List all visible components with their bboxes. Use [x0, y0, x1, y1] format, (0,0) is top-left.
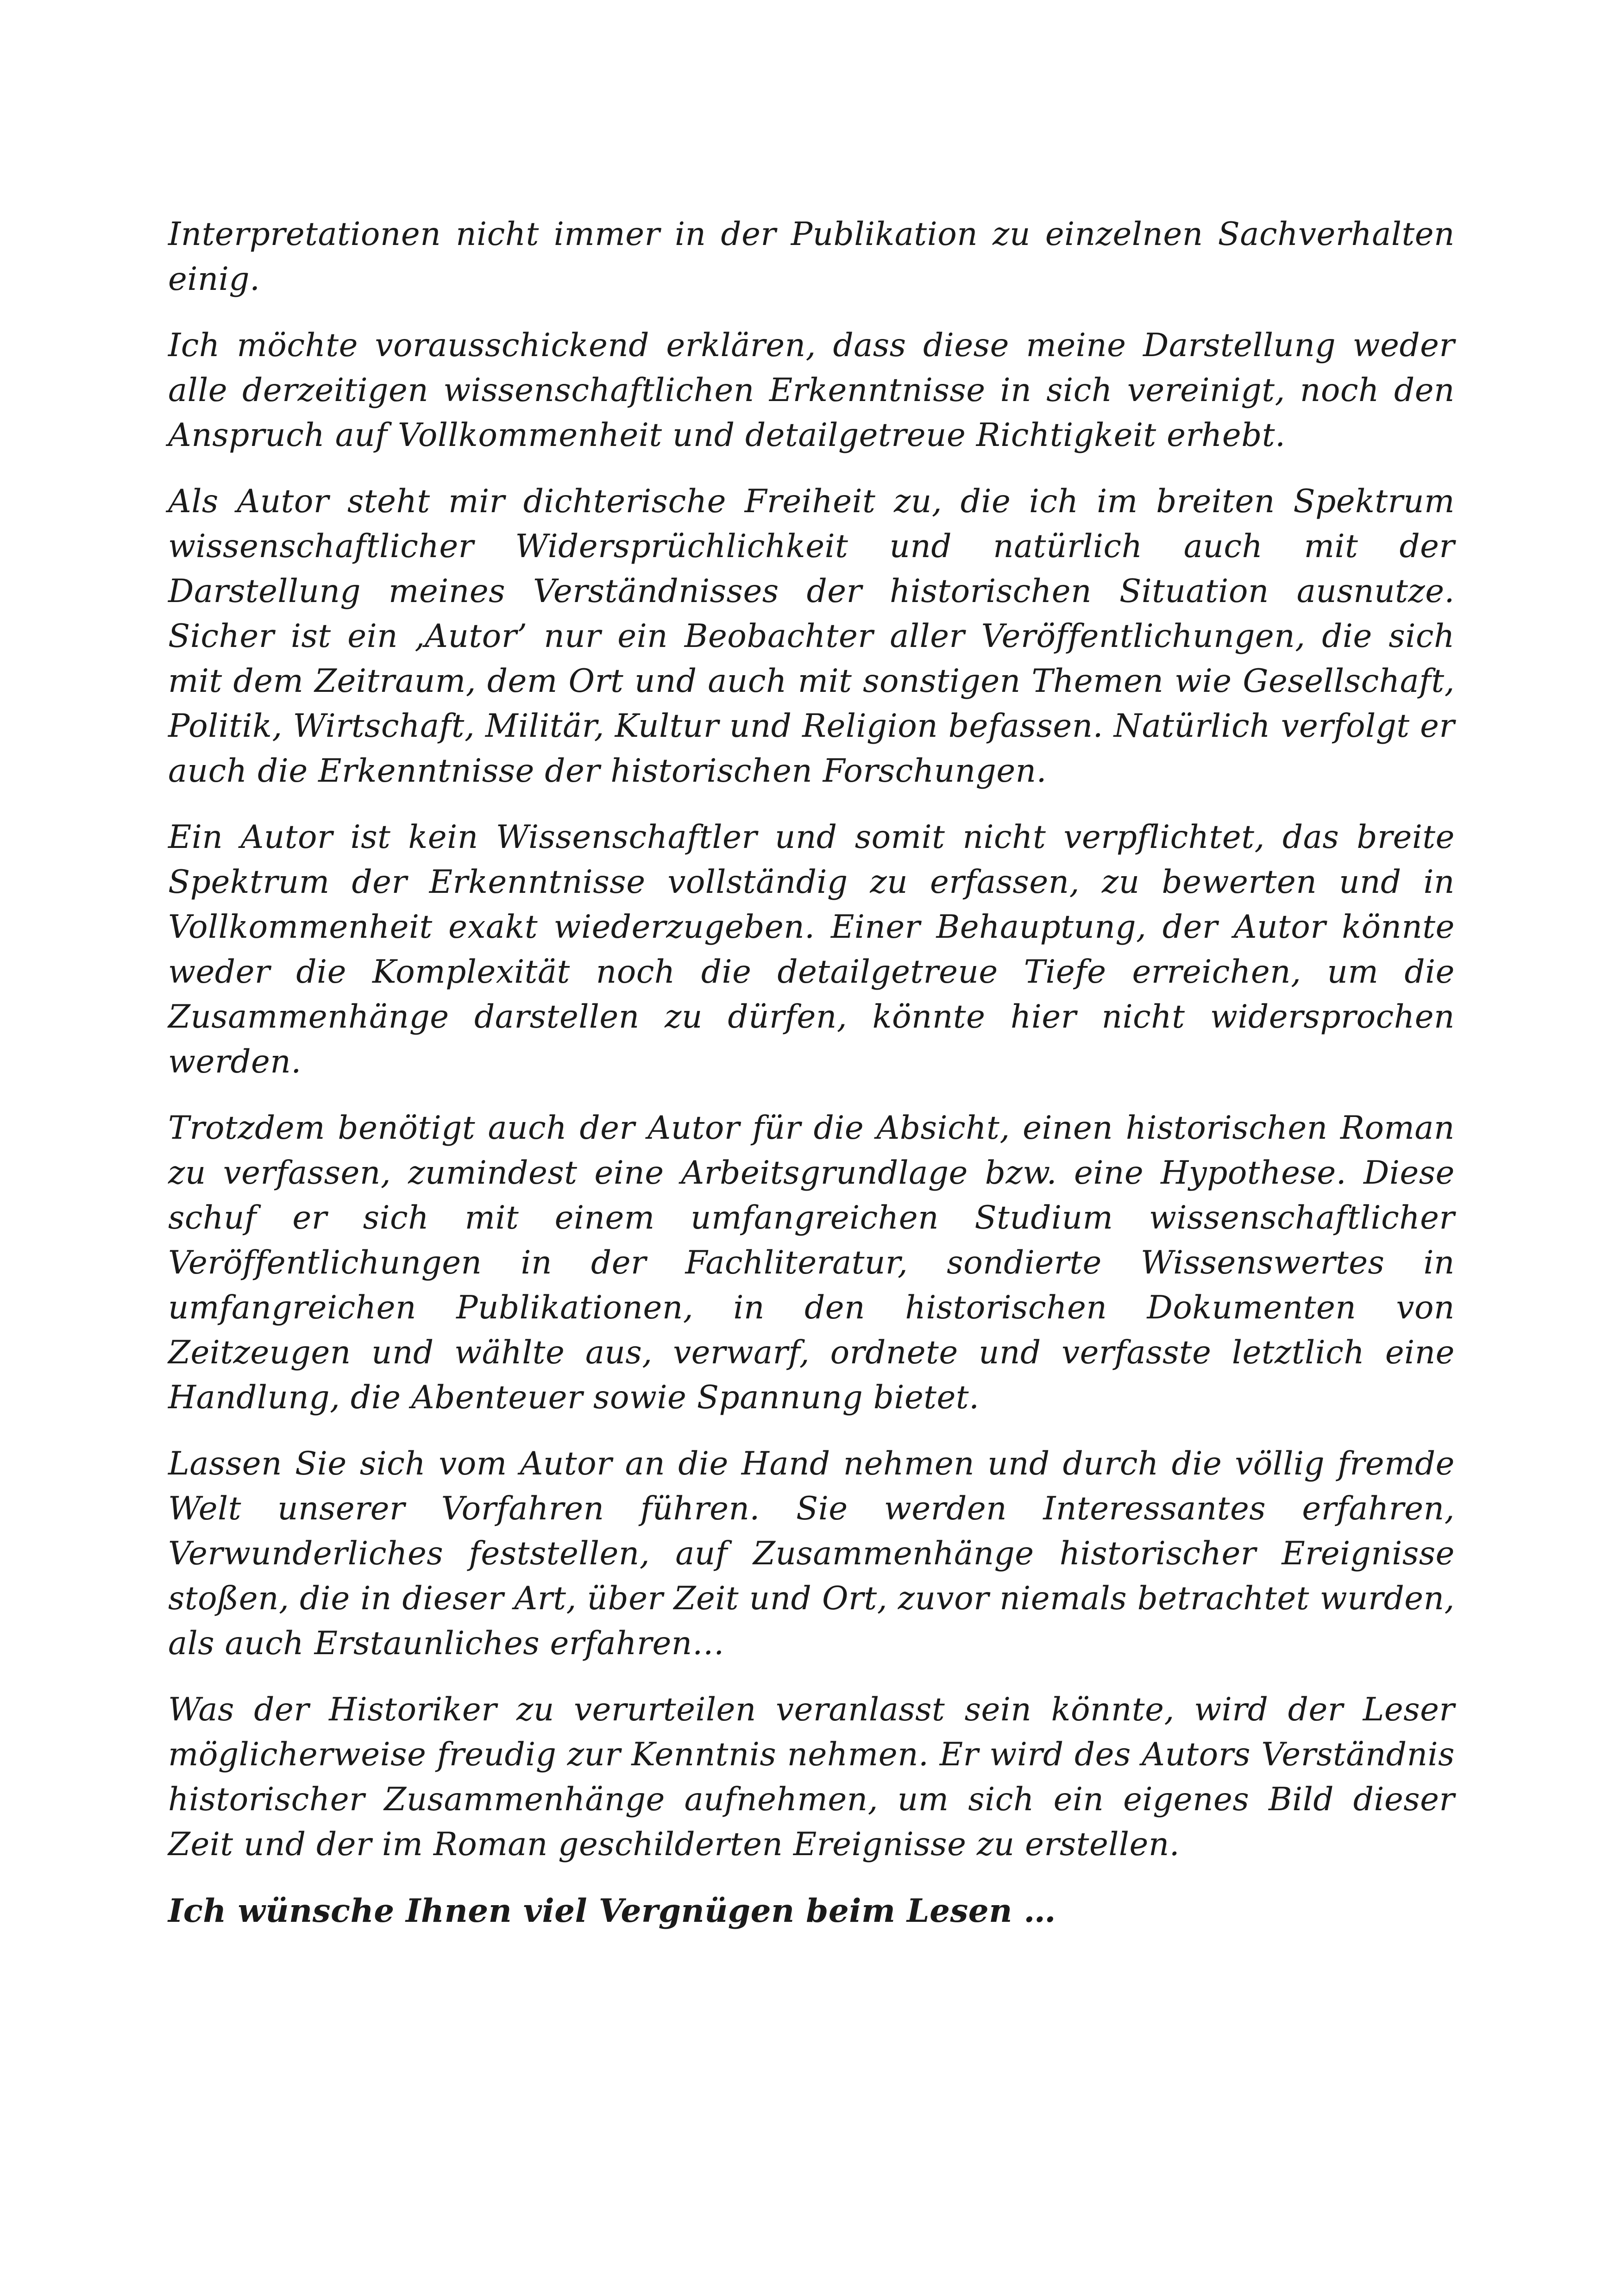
paragraph: Lassen Sie sich vom Autor an die Hand nehmen und durch die völlig fremde Welt unserer Vorfahren führen. Sie werden Interessantes erfahren, Verwunderliches feststellen, auf Zusammenhänge historischer Ereignisse stoßen, die in dieser Art, über Zeit und Ort, zuvor niemals betrachtet wurden, als auch Erstaunliches erfahren…	[168, 1445, 1455, 1662]
paragraph: Ich möchte vorausschickend erklären, dass diese meine Darstellung weder alle derzeitigen wissenschaftlichen Erkenntnisse in sich vereinigt, noch den Anspruch auf Vollkommenheit und detailgetreue Richtigkeit erhebt.	[168, 327, 1455, 454]
paragraph-continuation: Interpretationen nicht immer in der Publikation zu einzelnen Sachverhalten einig.	[168, 216, 1455, 298]
paragraph: Ein Autor ist kein Wissenschaftler und somit nicht verpflichtet, das breite Spektrum der Erkenntnisse vollständig zu erfassen, zu bewerten und in Vollkommenheit exakt wiederzugeben. Einer Behauptung, der Autor könnte weder die Komplexität noch die detailgetreue Tiefe erreichen, um die Zusammenhänge darstellen zu dürfen, könnte hier nicht widersprochen werden.	[168, 819, 1455, 1080]
paragraph: Als Autor steht mir dichterische Freiheit zu, die ich im breiten Spektrum wissenschaftlicher Widersprüchlichkeit und natürlich auch mit der Darstellung meines Verständnisses der historischen Situation ausnutze. Sicher ist ein ‚Autor’ nur ein Beobachter aller Veröffentlichungen, die sich mit dem Zeitraum, dem Ort und auch mit sonstigen Themen wie Gesellschaft, Politik, Wirtschaft, Militär, Kultur und Religion befassen. Natürlich verfolgt er auch die Erkenntnisse der historischen Forschungen.	[168, 483, 1455, 790]
page-text-block	[168, 212, 1455, 1955]
paragraph: Trotzdem benötigt auch der Autor für die Absicht, einen historischen Roman zu verfassen, zumindest eine Arbeitsgrundlage bzw. eine Hypothese. Diese schuf er sich mit einem umfangreichen Studium wissenschaftlicher Veröffentlichungen in der Fachliteratur, sondierte Wissenswertes in umfangreichen Publikationen, in den historischen Dokumenten von Zeitzeugen und wählte aus, verwarf, ordnete und verfasste letztlich eine Handlung, die Abenteuer sowie Spannung bietet.	[168, 1110, 1455, 1416]
closing-line: Ich wünsche Ihnen viel Vergnügen beim Lesen …	[168, 1892, 1056, 1930]
paragraph: Was der Historiker zu verurteilen veranlasst sein könnte, wird der Leser möglicherweise freudig zur Kenntnis nehmen. Er wird des Autors Verständnis historischer Zusammenhänge aufnehmen, um sich ein eigenes Bild dieser Zeit und der im Roman geschilderten Ereignisse zu erstellen.	[168, 1691, 1455, 1863]
